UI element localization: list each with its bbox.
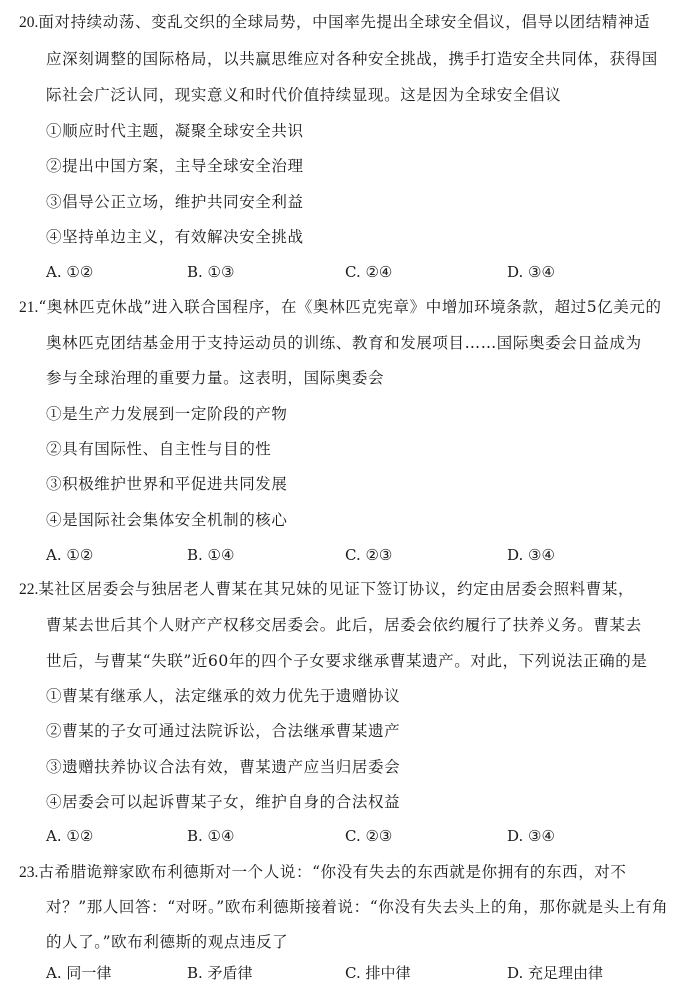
option-b[interactable]: B. ①③	[187, 263, 235, 281]
question-stem-line: 22.某社区居委会与独居老人曹某在其兄妹的见证下签订协议，约定由居委会照料曹某，	[19, 580, 635, 598]
option-b[interactable]: B. 矛盾律	[187, 964, 253, 982]
option-d[interactable]: D. ③④	[507, 827, 555, 845]
statement-4: ④居委会可以起诉曹某子女，维护自身的合法权益	[46, 793, 401, 811]
question-stem-line: 23.古希腊诡辩家欧布利德斯对一个人说：“你没有失去的东西就是你拥有的东西，对不	[19, 863, 627, 881]
option-c[interactable]: C. ②③	[345, 827, 393, 845]
option-d[interactable]: D. ③④	[507, 546, 555, 564]
question-stem-line: 参与全球治理的重要力量。这表明，国际奥委会	[46, 369, 385, 387]
option-a[interactable]: A. 同一律	[46, 964, 112, 982]
question-stem-line: 际社会广泛认同，现实意义和时代价值持续显现。这是因为全球安全倡议	[46, 86, 562, 104]
statement-1: ①是生产力发展到一定阶段的产物	[46, 405, 288, 423]
statement-3: ③倡导公正立场，维护共同安全利益	[46, 193, 304, 211]
option-c[interactable]: C. 排中律	[345, 964, 411, 982]
option-b[interactable]: B. ①④	[187, 827, 235, 845]
option-b[interactable]: B. ①④	[187, 546, 235, 564]
answer-options	[46, 826, 666, 846]
question-number: 22.	[19, 581, 39, 598]
question-number: 21.	[19, 299, 39, 316]
answer-options	[46, 963, 666, 983]
statement-4: ④坚持单边主义，有效解决安全挑战	[46, 228, 304, 246]
statement-2: ②曹某的子女可通过法院诉讼，合法继承曹某遗产	[46, 722, 401, 740]
question-stem-line: 的人了。”欧布利德斯的观点违反了	[46, 933, 289, 951]
option-c[interactable]: C. ②③	[345, 546, 393, 564]
question-number: 23.	[19, 864, 39, 881]
option-a[interactable]: A. ①②	[46, 546, 94, 564]
statement-4: ④是国际社会集体安全机制的核心	[46, 511, 288, 529]
answer-options	[46, 545, 666, 565]
option-c[interactable]: C. ②④	[345, 263, 393, 281]
statement-2: ②提出中国方案，主导全球安全治理	[46, 157, 304, 175]
statement-3: ③积极维护世界和平促进共同发展	[46, 475, 288, 493]
question-stem-line: 奥林匹克团结基金用于支持运动员的训练、教育和发展项目……国际奥委会日益成为	[46, 334, 642, 352]
statement-3: ③遗赠扶养协议合法有效，曹某遗产应当归居委会	[46, 758, 401, 776]
question-stem-line: 对？”那人回答：“对呀。”欧布利德斯接着说：“你没有失去头上的角，那你就是头上有角	[46, 898, 669, 916]
question-stem-line: 21.“奥林匹克休战”进入联合国程序，在《奥林匹克宪章》中增加环境条款，超过5亿美元的	[19, 298, 662, 316]
option-d[interactable]: D. 充足理由律	[507, 964, 604, 982]
question-stem-line: 应深刻调整的国际格局，以共赢思维应对各种安全挑战，携手打造安全共同体，获得国	[46, 50, 658, 68]
question-stem-line: 曹某去世后其个人财产产权移交居委会。此后，居委会依约履行了扶养义务。曹某去	[46, 616, 642, 634]
option-d[interactable]: D. ③④	[507, 263, 555, 281]
statement-1: ①曹某有继承人，法定继承的效力优先于遗赠协议	[46, 687, 401, 705]
question-stem-line: 世后，与曹某“失联”近60年的四个子女要求继承曹某遗产。对此，下列说法正确的是	[46, 652, 648, 670]
answer-options	[46, 262, 666, 282]
statement-1: ①顺应时代主题，凝聚全球安全共识	[46, 122, 304, 140]
statement-2: ②具有国际性、自主性与目的性	[46, 440, 272, 458]
option-a[interactable]: A. ①②	[46, 827, 94, 845]
question-number: 20.	[19, 14, 39, 31]
option-a[interactable]: A. ①②	[46, 263, 94, 281]
question-stem-line: 20.面对持续动荡、变乱交织的全球局势，中国率先提出全球安全倡议，倡导以团结精神适	[19, 13, 651, 31]
